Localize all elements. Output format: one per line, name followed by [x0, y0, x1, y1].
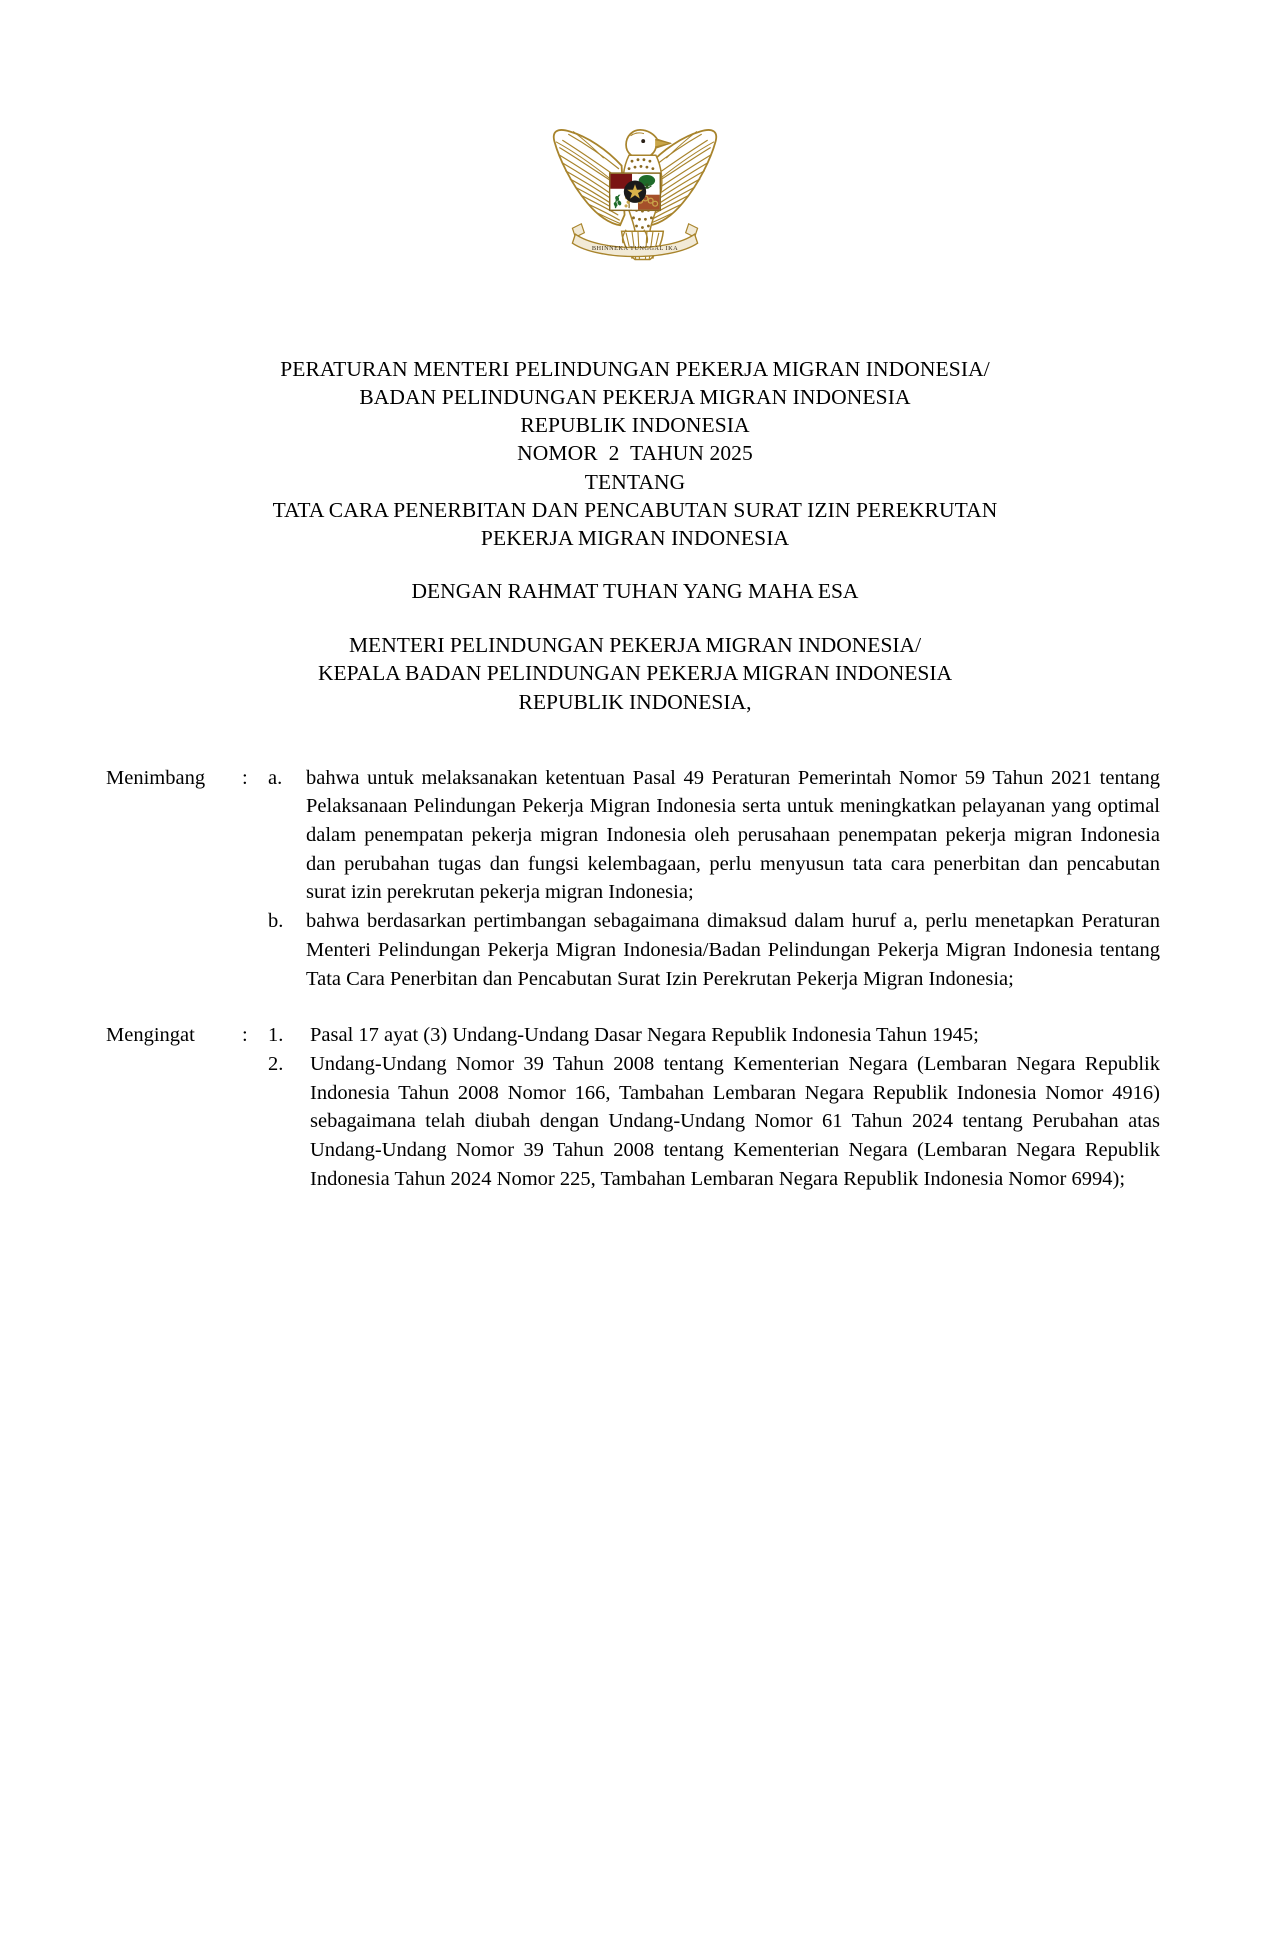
item-text: Undang-Undang Nomor 39 Tahun 2008 tentang Kementerian Negara (Lembaran Negara Republik Indonesia Tahun 2008 Nomor 166, Tambahan Lembaran Negara Republik Indonesia Nomor 4916) sebagaimana telah diubah dengan Undang-Undang Nomor 61 Tahun 2024 tentang Perubahan atas Undang-Undang Nomor 39 Tahun 2008 tentang Kementerian Negara (Lembaran Negara Republik Indonesia Tahun 2024 Nomor 225, Tambahan Lembaran Negara Republik Indonesia Nomor 6994);: [310, 1052, 1160, 1190]
pancasila-shield: [610, 173, 661, 210]
star-icon: [624, 181, 646, 203]
clauses-container: [0, 764, 1270, 1194]
item-text: Pasal 17 ayat (3) Undang-Undang Dasar Negara Republik Indonesia Tahun 1945;: [310, 1024, 979, 1047]
clause-menimbang: [106, 764, 1160, 994]
clause-item: [268, 907, 1160, 993]
title-line-1: PERATURAN MENTERI PELINDUNGAN PEKERJA MIGRAN INDONESIA/: [280, 357, 990, 381]
clause-item: [268, 1021, 1160, 1050]
clause-items-mengingat: [268, 1021, 1160, 1193]
regulation-number: NOMOR 2 TAHUN 2025: [517, 441, 753, 466]
title-subject-line-2: PEKERJA MIGRAN INDONESIA: [480, 525, 790, 550]
item-text: bahwa berdasarkan pertimbangan sebagaimana dimaksud dalam huruf a, perlu menetapkan Peraturan Menteri Pelindungan Pekerja Migran Indonesia/Badan Pelindungan Pekerja Migran Indonesia tentang Tata Cara Penerbitan dan Pencabutan Surat Izin Perekrutan Pekerja Migran Indonesia;: [306, 910, 1160, 990]
clause-item: [268, 764, 1160, 907]
item-marker: b.: [268, 910, 284, 933]
clause-label-mengingat: Mengingat: [106, 1024, 195, 1047]
item-marker: 2.: [268, 1052, 284, 1075]
garuda-pancasila-emblem: [538, 112, 732, 267]
authority-block: [0, 631, 1270, 715]
motto-text: BHINNEKA TUNGGAL IKA: [591, 244, 679, 252]
clause-label-menimbang: Menimbang: [106, 766, 206, 789]
item-marker: a.: [268, 766, 283, 789]
clause-colon-menimbang: :: [242, 766, 248, 789]
document-title-block: [0, 355, 1270, 552]
title-line-3: REPUBLIK INDONESIA: [520, 413, 750, 438]
clause-colon-mengingat: :: [242, 1024, 248, 1047]
clause-item: [268, 1050, 1160, 1193]
clause-mengingat: [106, 1021, 1160, 1193]
authority-line-1: MENTERI PELINDUNGAN PEKERJA MIGRAN INDONESIA/: [348, 633, 922, 658]
spacer-between-clauses: [106, 993, 1160, 1021]
title-line-2: BADAN PELINDUNGAN PEKERJA MIGRAN INDONESIA: [359, 385, 911, 410]
emblem-container: [0, 0, 1270, 267]
clause-items-menimbang: [268, 764, 1160, 994]
blessing-line: DENGAN RAHMAT TUHAN YANG MAHA ESA: [411, 579, 859, 604]
authority-line-3: REPUBLIK INDONESIA,: [518, 689, 752, 714]
spacer-after-title: [0, 552, 1270, 577]
tentang-label: TENTANG: [584, 469, 686, 494]
spacer-after-blessing: [0, 605, 1270, 631]
authority-line-2: KEPALA BADAN PELINDUNGAN PEKERJA MIGRAN INDONESIA: [317, 661, 953, 686]
item-text: bahwa untuk melaksanakan ketentuan Pasal 49 Peraturan Pemerintah Nomor 59 Tahun 2021 tentang Pelaksanaan Pelindungan Pekerja Migran Indonesia serta untuk meningkatkan pelayanan yang optimal dalam penempatan pekerja migran Indonesia oleh perusahaan penempatan pekerja migran Indonesia dan perubahan tugas dan fungsi kelembagaan, perlu menyusun tata cara penerbitan dan pencabutan surat izin perekrutan pekerja migran Indonesia;: [306, 766, 1160, 904]
item-marker: 1.: [268, 1024, 284, 1047]
title-subject-line-1: TATA CARA PENERBITAN DAN PENCABUTAN SURAT IZIN PEREKRUTAN: [272, 497, 998, 522]
